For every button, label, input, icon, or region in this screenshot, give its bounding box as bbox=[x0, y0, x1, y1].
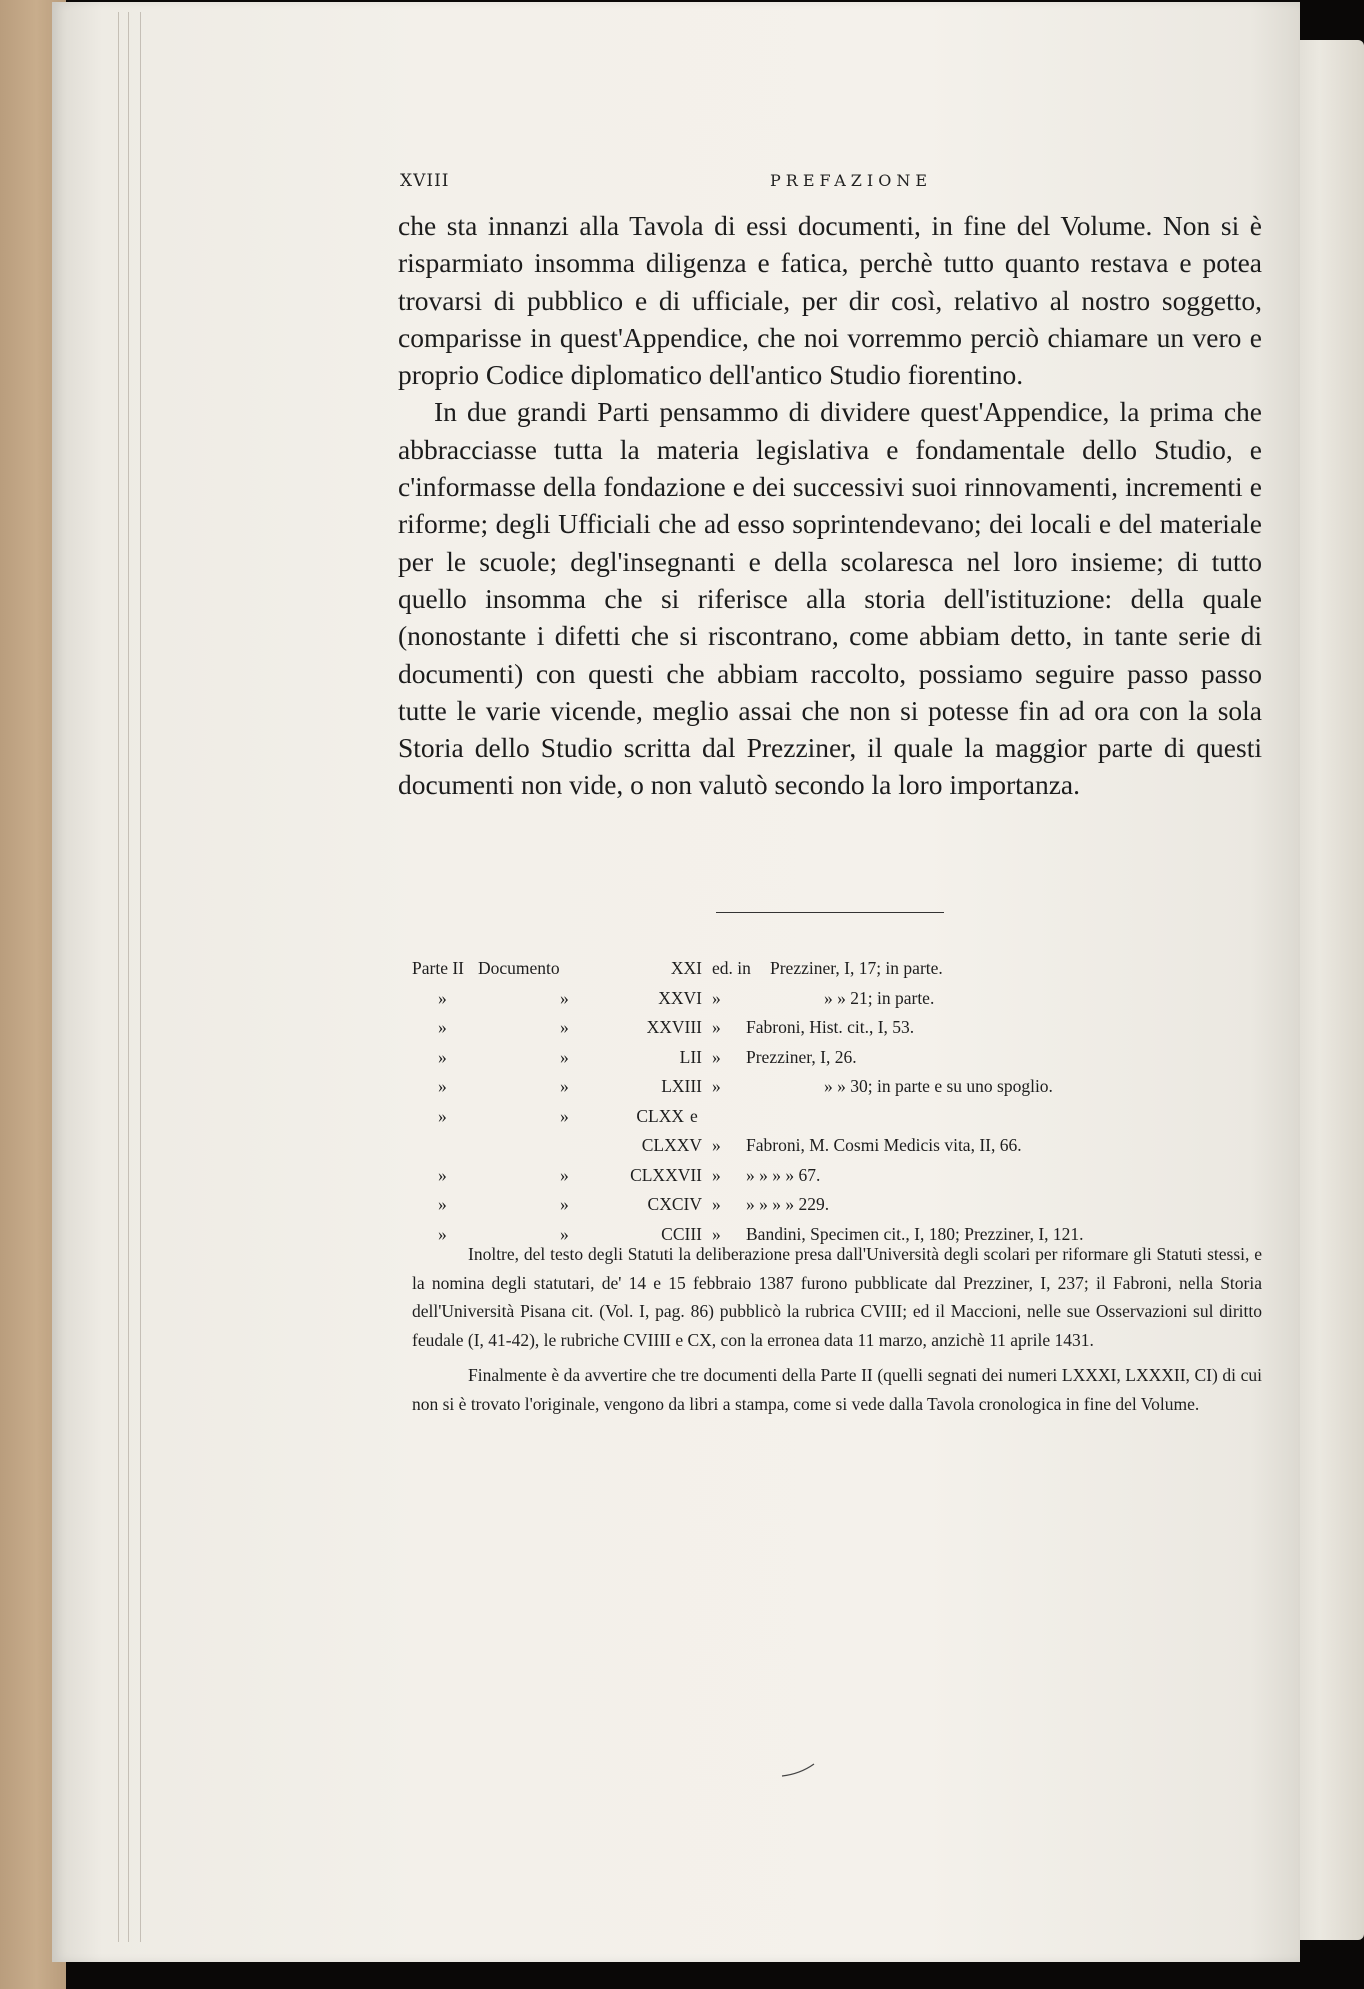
ditto-mark: » bbox=[712, 1194, 721, 1214]
ditto-mark: » bbox=[560, 1076, 569, 1096]
ditto-mark: » bbox=[438, 1223, 447, 1244]
source-citation: Prezziner, I, 26. bbox=[746, 1046, 857, 1067]
document-row bbox=[412, 958, 1272, 988]
ditto-mark: » bbox=[560, 987, 569, 1008]
source-citation: » » » » 229. bbox=[746, 1194, 830, 1214]
document-row bbox=[412, 988, 1272, 1018]
ditto-mark: » bbox=[438, 1164, 447, 1185]
page-edge-line bbox=[118, 12, 119, 1942]
document-row bbox=[412, 1017, 1272, 1047]
main-text bbox=[398, 207, 1262, 804]
document-row bbox=[412, 1165, 1272, 1195]
page-number: XVIII bbox=[400, 171, 450, 191]
page-edge-line bbox=[140, 12, 141, 1942]
source-citation: Prezziner, I, 17; in parte. bbox=[770, 958, 943, 978]
source-citation: » » 30; in parte e su uno spoglio. bbox=[824, 1076, 1053, 1096]
document-number: CLXXV bbox=[641, 1135, 702, 1155]
document-row bbox=[412, 1047, 1272, 1077]
ditto-mark: » bbox=[712, 1164, 721, 1185]
paragraph-2: In due grandi Parti pensammo di dividere quest'Appendice, la prima che abbracciasse tutta la materia legislativa e fondamentale dello Studio, e c'informasse della fondazione e dei successivi suoi rinnovamenti, incrementi e riforme; degli Ufficiali che ad esso soprintendevano; dei locali e del materiale per le scuole; degl'insegnanti e della scolaresca nel loro insieme; di tutto quello insomma che si riferisce alla storia dell'istituzione: della quale (nonostante i difetti che si riscontrano, come abbiam detto, in tante serie di documenti) con questi che abbiam raccolto, possiamo seguire passo passo tutte le varie vicende, meglio assai che non si potesse fin ad ora con la sola Storia dello Studio scritta dal Prezziner, il quale la maggior parte di questi documenti non vide, o non valutò secondo la loro importanza. bbox=[398, 396, 1262, 801]
document-row bbox=[412, 1194, 1272, 1224]
footnotes bbox=[412, 1240, 1262, 1418]
ditto-mark: » bbox=[712, 1076, 721, 1096]
document-number: LII bbox=[679, 1046, 702, 1067]
page-edge-line bbox=[128, 12, 129, 1942]
ditto-mark: » bbox=[560, 1046, 569, 1067]
document-number: LXIII bbox=[661, 1076, 702, 1096]
source-citation: Fabroni, Hist. cit., I, 53. bbox=[746, 1017, 915, 1037]
page-title: PREFAZIONE bbox=[770, 171, 932, 190]
ditto-mark: » bbox=[438, 1194, 447, 1214]
ditto-mark: » bbox=[560, 1194, 569, 1214]
pencil-mark-icon bbox=[780, 1760, 820, 1780]
part-label: Parte II bbox=[412, 958, 464, 978]
document-number: XXVI bbox=[658, 987, 702, 1008]
ditto-mark: » bbox=[712, 987, 721, 1008]
ditto-mark: » bbox=[438, 1046, 447, 1067]
document-label: Documento bbox=[478, 958, 560, 978]
document-list bbox=[412, 958, 1272, 1253]
document-row bbox=[412, 1135, 1272, 1165]
footnote-paragraph: Finalmente è da avvertire che tre documenti della Parte II (quelli segnati dei numeri LXXXI, LXXXII, CI) di cui non si è trovato l'originale, vengono da libri a stampa, come si vede dalla Tavola cronologica in fine del Volume. bbox=[412, 1365, 1262, 1414]
document-row bbox=[412, 1076, 1272, 1106]
ditto-mark: » bbox=[712, 1135, 721, 1155]
ditto-mark: » bbox=[438, 987, 447, 1008]
ditto-mark: » bbox=[438, 1105, 447, 1126]
document-row bbox=[412, 1106, 1272, 1136]
source-citation: » » » » 67. bbox=[746, 1164, 821, 1185]
document-number: CLXX bbox=[636, 1105, 684, 1126]
ditto-mark: » bbox=[712, 1046, 721, 1067]
adjacent-page-edge bbox=[1290, 40, 1364, 1940]
ditto-mark: » bbox=[712, 1017, 721, 1037]
source-citation: » » 21; in parte. bbox=[824, 987, 935, 1008]
ditto-mark: » bbox=[438, 1076, 447, 1096]
ditto-mark: » bbox=[560, 1164, 569, 1185]
paragraph-1: che sta innanzi alla Tavola di essi documenti, in fine del Volume. Non si è risparmiato insomma diligenza e fatica, perchè tutto quanto restava e potea trovarsi di pubblico e di ufficiale, per dir così, relativo al nostro soggetto, comparisse in quest'Appendice, che noi vorremmo perciò chiamare un vero e proprio Codice diplomatico dell'antico Studio fiorentino. bbox=[398, 210, 1262, 391]
ditto-mark: » bbox=[560, 1017, 569, 1037]
source-citation: Bandini, Specimen cit., I, 180; Prezziner, I, 121. bbox=[746, 1223, 1084, 1244]
document-number: CLXXVII bbox=[630, 1164, 702, 1185]
ditto-mark: » bbox=[712, 1223, 721, 1244]
source-citation: Fabroni, M. Cosmi Medicis vita, II, 66. bbox=[746, 1135, 1022, 1155]
ditto-mark: » bbox=[560, 1223, 569, 1244]
footnote-paragraph: Inoltre, del testo degli Statuti la deliberazione presa dall'Università degli scolari per riformare gli Statuti stessi, e la nomina degli statutari, de' 14 e 15 febbraio 1387 furono pubblicate dal Prezziner, I, 237; il Fabroni, nella Storia dell'Università Pisana cit. (Vol. I, pag. 86) pubblicò la rubrica CVIII; ed il Maccioni, nelle sue Osservazioni sul diritto feudale (I, 41-42), le rubriche CVIIII e CX, con la erronea data 11 marzo, anzichè 11 aprile 1431. bbox=[412, 1244, 1262, 1350]
ditto-mark: » bbox=[438, 1017, 447, 1037]
document-number: XXI bbox=[670, 958, 702, 978]
document-number: XXVIII bbox=[646, 1017, 702, 1037]
running-head bbox=[400, 171, 1262, 199]
section-divider bbox=[716, 912, 944, 913]
document-number: CCIII bbox=[661, 1223, 702, 1244]
conjunction: e bbox=[690, 1105, 698, 1126]
ditto-mark: » bbox=[560, 1105, 569, 1126]
edition-marker: ed. in bbox=[712, 958, 751, 978]
document-number: CXCIV bbox=[647, 1194, 702, 1214]
